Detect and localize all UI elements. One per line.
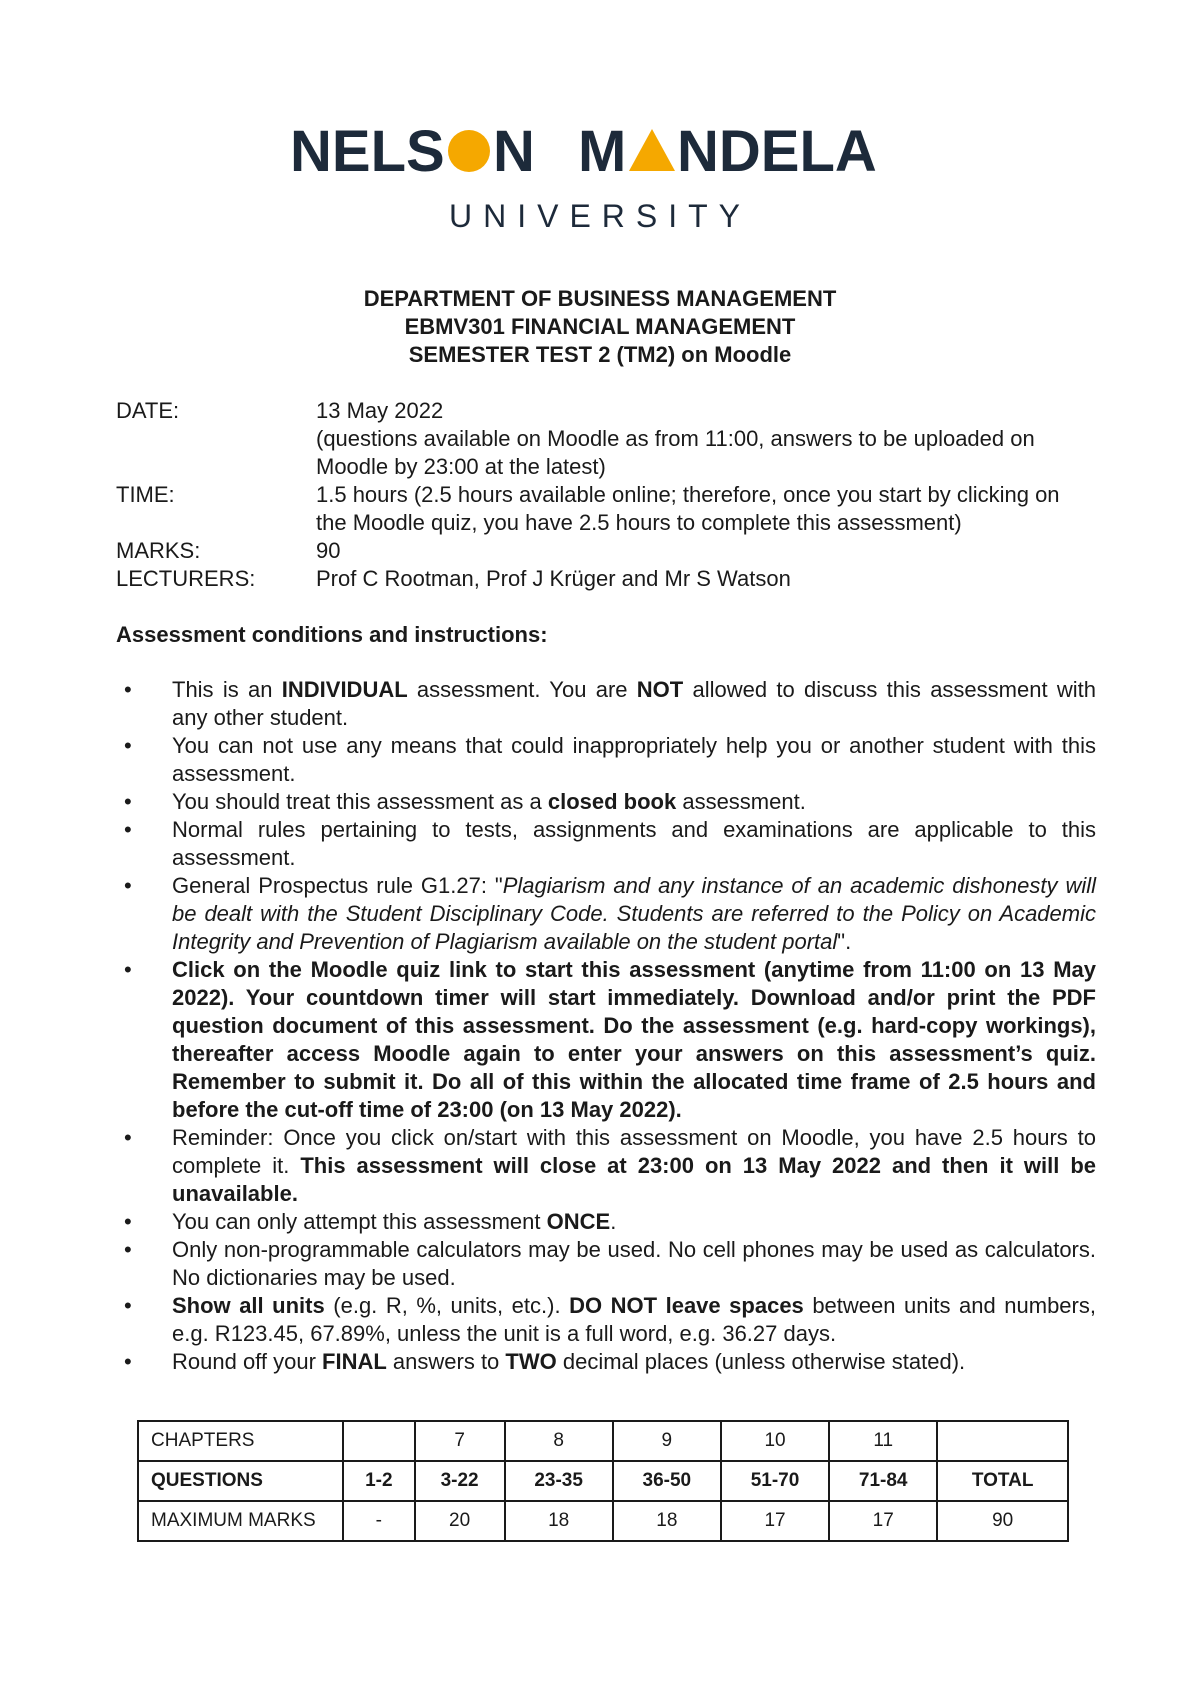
bullet-text-bold: INDIVIDUAL <box>281 677 408 702</box>
bullet-text-part: decimal places (unless otherwise stated). <box>556 1349 966 1374</box>
bullet-text-part: ". <box>837 929 852 954</box>
table-cell: 7 <box>415 1421 505 1461</box>
logo-graphic <box>290 115 910 235</box>
time-value: 1.5 hours (2.5 hours available online; therefore, once you start by clicking on the Moodle quiz, you have 2.5 hours to complete this assessment) <box>316 482 1060 535</box>
table-cell: - <box>343 1501 415 1541</box>
bullet-icon: • <box>124 1293 132 1318</box>
list-item <box>116 1208 1096 1236</box>
bullet-text-bold: ONCE <box>546 1209 611 1234</box>
table-cell: MAXIMUM MARKS <box>138 1501 343 1541</box>
date-value <box>316 397 1096 481</box>
date-row <box>116 397 1096 481</box>
bullet-text-part: This is an <box>172 677 282 702</box>
table-cell: 18 <box>505 1501 613 1541</box>
table-cell <box>937 1421 1068 1461</box>
table-cell: 17 <box>721 1501 829 1541</box>
bullet-text-bold: closed book <box>547 789 677 814</box>
time-row <box>116 481 1096 537</box>
instructions-list <box>116 676 1096 1376</box>
bullet-text-bold: NOT <box>636 677 684 702</box>
list-item <box>116 872 1096 956</box>
document-heading <box>0 285 1200 369</box>
table-cell: TOTAL <box>937 1461 1068 1501</box>
table-cell: CHAPTERS <box>138 1421 343 1461</box>
table-row-chapters <box>138 1421 1068 1461</box>
list-item <box>116 676 1096 732</box>
bullet-text-part: Reminder: Once you click on/start with this assessment on Moodle, you have 2.5 hours to complete it. <box>172 1125 1096 1178</box>
table-cell: 90 <box>937 1501 1068 1541</box>
logo-text-n: N <box>493 119 535 184</box>
department-title: DEPARTMENT OF BUSINESS MANAGEMENT <box>363 286 837 311</box>
date-note: (questions available on Moodle as from 11:00, answers to be uploaded on Moodle by 23:00 at the latest) <box>316 426 1035 479</box>
bullet-text-part: between units and numbers, e.g. R123.45, 67.89%, unless the unit is a full word, e.g. 36.27 days. <box>172 1293 1096 1346</box>
logo-text-nels: NELS <box>290 119 445 184</box>
marks-value: 90 <box>316 538 341 563</box>
marks-label: MARKS: <box>116 538 201 563</box>
bullet-text-part: Round off your <box>172 1349 323 1374</box>
bullet-icon: • <box>124 817 132 842</box>
list-item <box>116 1124 1096 1208</box>
list-item <box>116 816 1096 872</box>
bullet-icon: • <box>124 1349 132 1374</box>
course-title: EBMV301 FINANCIAL MANAGEMENT <box>404 314 796 339</box>
bullet-text-part: Normal rules pertaining to tests, assignments and examinations are applicable to this assessment. <box>172 817 1096 870</box>
bullet-icon: • <box>124 957 132 982</box>
logo-text-university: UNIVERSITY <box>448 198 752 234</box>
table-cell <box>343 1421 415 1461</box>
bullet-icon: • <box>124 677 132 702</box>
table-cell: 51-70 <box>721 1461 829 1501</box>
table-cell: 36-50 <box>613 1461 721 1501</box>
bullet-text-part: assessment. <box>676 789 806 814</box>
lecturers-label: LECTURERS: <box>116 566 256 591</box>
table-cell: 11 <box>829 1421 937 1461</box>
bullet-text-part: You can only attempt this assessment <box>172 1209 547 1234</box>
bullet-text-part: assessment. You are <box>407 677 637 702</box>
list-item <box>116 1236 1096 1292</box>
marks-row <box>116 537 1096 565</box>
table-cell: 1-2 <box>343 1461 415 1501</box>
logo-text-m: M <box>578 119 627 184</box>
table-cell: 3-22 <box>415 1461 505 1501</box>
lecturers-row <box>116 565 1096 593</box>
bullet-text-part: General Prospectus rule G1.27: " <box>172 873 503 898</box>
table-cell: 8 <box>505 1421 613 1461</box>
table-cell: 17 <box>829 1501 937 1541</box>
table-row-questions <box>138 1461 1068 1501</box>
bullet-text-bold: Show all units <box>172 1293 325 1318</box>
table-cell: 9 <box>613 1421 721 1461</box>
logo-text-ndela: NDELA <box>677 119 877 184</box>
bullet-text-bold: TWO <box>505 1349 557 1374</box>
bullet-icon: • <box>124 789 132 814</box>
bullet-text-part: answers to <box>386 1349 506 1374</box>
university-logo <box>0 115 1200 235</box>
lecturers-value: Prof C Rootman, Prof J Krüger and Mr S Watson <box>316 566 791 591</box>
bullet-text-part: You can not use any means that could inappropriately help you or another student with this assessment. <box>172 733 1096 786</box>
logo-triangle-a-icon <box>629 129 675 171</box>
list-item <box>116 788 1096 816</box>
bullet-icon: • <box>124 1209 132 1234</box>
bullet-icon: • <box>124 733 132 758</box>
test-title: SEMESTER TEST 2 (TM2) on Moodle <box>408 342 792 367</box>
bullet-text-part: Only non-programmable calculators may be used. No cell phones may be used as calculators. No dictionaries may be used. <box>172 1237 1096 1290</box>
table-cell: 20 <box>415 1501 505 1541</box>
list-item <box>116 732 1096 788</box>
bullet-icon: • <box>124 873 132 898</box>
table-cell: 23-35 <box>505 1461 613 1501</box>
table-cell: QUESTIONS <box>138 1461 343 1501</box>
logo-circle-o-icon <box>448 130 490 172</box>
list-item <box>116 1348 1096 1376</box>
bullet-text-bold: DO NOT leave spaces <box>569 1293 804 1318</box>
bullet-icon: • <box>124 1237 132 1262</box>
bullet-text-bold: FINAL <box>322 1349 387 1374</box>
assessment-info <box>116 397 1096 593</box>
bullet-text-italic: Plagiarism and any instance of an academic dishonesty will be dealt with the Student Disciplinary Code. Students are referred to the Policy on Academic Integrity and Prevention of Plagiarism available on the student portal <box>172 873 1096 954</box>
bullet-text-part: (e.g. R, %, units, etc.). <box>324 1293 570 1318</box>
bullet-text-part: allowed to discuss this assessment with any other student. <box>172 677 1096 730</box>
instructions-heading: Assessment conditions and instructions: <box>116 622 548 647</box>
list-item <box>116 956 1096 1124</box>
bullet-text-part: You should treat this assessment as a <box>172 789 548 814</box>
table-cell: 71-84 <box>829 1461 937 1501</box>
bullet-text-bold: This assessment will close at 23:00 on 13 May 2022 and then it will be unavailable. <box>172 1153 1096 1206</box>
bullet-icon: • <box>124 1125 132 1150</box>
table-cell: 18 <box>613 1501 721 1541</box>
list-item <box>116 1292 1096 1348</box>
time-label: TIME: <box>116 482 175 507</box>
marks-table <box>137 1420 1069 1542</box>
date-label: DATE: <box>116 398 180 423</box>
bullet-text-part: . <box>610 1209 617 1234</box>
bullet-text-bold: Click on the Moodle quiz link to start this assessment (anytime from 11:00 on 13 May 2022). Your countdown timer will start immediately. Download and/or print the PDF question document of this assessment. Do the assessment (e.g. hard-copy workings), thereafter access Moodle again to enter your answers on this assessment’s quiz. Remember to submit it. Do all of this within the allocated time frame of 2.5 hours and before the cut-off time of 23:00 (on 13 May 2022). <box>172 957 1096 1122</box>
date-text: 13 May 2022 <box>316 398 444 423</box>
table-row-max-marks <box>138 1501 1068 1541</box>
table-cell: 10 <box>721 1421 829 1461</box>
